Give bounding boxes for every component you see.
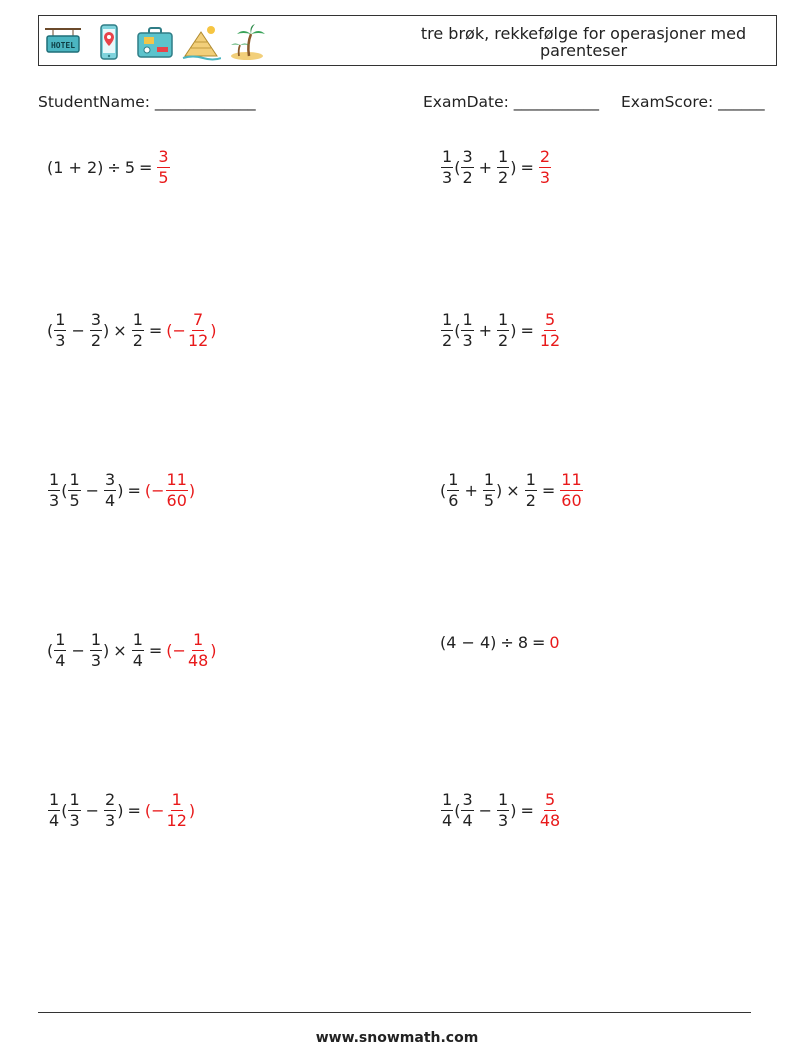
problem-4 [440, 310, 562, 351]
fraction [68, 470, 80, 511]
fraction [68, 790, 80, 831]
answer [145, 470, 195, 511]
answer-open: (− [166, 641, 186, 660]
exam-date-label: ExamDate: [423, 93, 509, 111]
problem-7 [47, 630, 217, 671]
denominator: 12 [166, 811, 187, 830]
denominator: 3 [462, 331, 473, 350]
equals-sign: = [127, 801, 141, 820]
numerator: 1 [55, 310, 66, 329]
answer-fraction [539, 310, 561, 351]
exam-score-field [621, 93, 765, 111]
numerator: 2 [539, 147, 551, 166]
answer: 0 [549, 632, 560, 652]
numerator: 1 [442, 790, 453, 809]
palm-island-icon [227, 22, 267, 62]
denominator: 5 [483, 491, 495, 510]
problem-8 [440, 632, 560, 652]
denominator: 2 [462, 168, 473, 187]
denominator: 60 [166, 491, 187, 510]
equals-sign: = [520, 158, 534, 177]
denominator: 3 [442, 168, 453, 187]
equals-sign: = [520, 321, 534, 340]
fraction [525, 470, 537, 511]
fraction [441, 790, 453, 831]
header-icons [43, 20, 273, 64]
numerator: 1 [69, 470, 80, 489]
fraction [132, 630, 144, 671]
answer [145, 790, 195, 831]
operator: + [478, 321, 493, 340]
student-name-field [38, 93, 256, 111]
fraction [48, 470, 60, 511]
footer-url[interactable]: www.snowmath.com [315, 1030, 479, 1046]
fraction [54, 310, 66, 351]
open-paren: ( [454, 321, 461, 340]
times-operator: × [113, 641, 127, 660]
numerator: 7 [193, 310, 204, 329]
problem-10 [440, 790, 562, 831]
operator: + [478, 158, 493, 177]
open-paren: ( [454, 801, 461, 820]
answer-close: ) [188, 481, 196, 500]
times-operator: × [113, 321, 127, 340]
denominator: 2 [90, 331, 102, 350]
student-name-label: StudentName: [38, 93, 150, 111]
answer-fraction [539, 790, 561, 831]
answer [559, 470, 583, 511]
answer-fraction [187, 310, 209, 351]
equals-sign: = [520, 801, 534, 820]
numerator: 5 [544, 310, 556, 329]
exam-score-label: ExamScore: [621, 93, 714, 111]
suitcase-icon [135, 22, 175, 62]
fraction [497, 310, 509, 351]
answer [166, 630, 216, 671]
denominator: 3 [49, 491, 60, 510]
fraction [441, 147, 453, 188]
phone-location-icon [89, 22, 129, 62]
numerator: 1 [55, 630, 66, 649]
expression-part: (4 − 4) [440, 632, 497, 652]
footer-divider [38, 1012, 751, 1013]
fraction [461, 310, 473, 351]
numerator: 3 [158, 147, 169, 166]
numerator: 1 [442, 147, 453, 166]
fraction [497, 790, 509, 831]
answer-fraction [187, 630, 209, 671]
answer [538, 790, 562, 831]
operator: − [85, 801, 100, 820]
denominator: 3 [539, 168, 551, 187]
numerator: 1 [69, 790, 80, 809]
denominator: 5 [158, 168, 169, 187]
denominator: 60 [561, 491, 582, 510]
hotel-sign-icon [43, 22, 83, 62]
pyramid-icon [181, 22, 221, 62]
open-paren: ( [47, 321, 54, 340]
denominator: 3 [55, 331, 66, 350]
fraction [483, 470, 495, 511]
problem-9 [47, 790, 195, 831]
student-name-blank: _____________ [154, 93, 256, 111]
numerator: 3 [462, 790, 473, 809]
denominator: 2 [442, 331, 453, 350]
fraction [497, 147, 509, 188]
open-paren: ( [47, 641, 54, 660]
denominator: 48 [539, 811, 561, 830]
numerator: 1 [448, 470, 459, 489]
numerator: 1 [462, 310, 473, 329]
operator: − [478, 801, 493, 820]
operator: − [71, 321, 85, 340]
fraction [104, 790, 116, 831]
numerator: 1 [132, 630, 143, 649]
problem-5 [47, 470, 195, 511]
close-paren: ) [510, 321, 517, 340]
answer-fraction [157, 147, 169, 188]
fraction [90, 630, 102, 671]
numerator: 1 [132, 310, 143, 329]
numerator: 1 [498, 310, 509, 329]
denominator: 4 [442, 811, 453, 830]
close-paren: ) [510, 801, 517, 820]
problem-2 [440, 147, 552, 188]
close-paren: ) [103, 321, 110, 340]
denominator: 4 [462, 811, 473, 830]
open-paren: ( [61, 481, 68, 500]
answer-fraction [166, 470, 188, 511]
denominator: 3 [90, 651, 102, 670]
answer-fraction [539, 147, 551, 188]
numerator: 1 [442, 310, 453, 329]
equals-sign: = [532, 632, 546, 652]
denominator: 3 [69, 811, 80, 830]
close-paren: ) [496, 481, 503, 500]
exam-date-field [423, 93, 599, 111]
close-paren: ) [103, 641, 110, 660]
expression-part: 8 [517, 632, 529, 652]
denominator: 4 [55, 651, 66, 670]
close-paren: ) [117, 481, 124, 500]
equals-sign: = [139, 158, 153, 177]
numerator: 1 [498, 790, 509, 809]
denominator: 48 [187, 651, 209, 670]
denominator: 2 [525, 491, 536, 510]
denominator: 2 [498, 168, 509, 187]
fraction [461, 790, 473, 831]
header-box [38, 15, 777, 66]
expression-part: 5 [124, 158, 136, 177]
numerator: 1 [49, 790, 60, 809]
answer [156, 147, 170, 188]
fraction [461, 147, 473, 188]
numerator: 2 [105, 790, 116, 809]
denominator: 3 [105, 811, 116, 830]
open-paren: ( [440, 481, 447, 500]
answer [538, 147, 552, 188]
fraction [132, 310, 144, 351]
numerator: 1 [525, 470, 536, 489]
answer-open: (− [144, 801, 165, 820]
answer-fraction [166, 790, 188, 831]
operator: + [464, 481, 478, 500]
denominator: 12 [187, 331, 209, 350]
denominator: 12 [539, 331, 561, 350]
numerator: 3 [90, 310, 102, 329]
answer-open: (− [144, 481, 165, 500]
close-paren: ) [117, 801, 124, 820]
operator: ÷ [107, 158, 121, 177]
equals-sign: = [127, 481, 141, 500]
denominator: 3 [498, 811, 509, 830]
equals-sign: = [148, 321, 163, 340]
answer [166, 310, 216, 351]
answer-close: ) [210, 321, 217, 340]
answer-open: (− [166, 321, 186, 340]
fraction [104, 470, 116, 511]
exam-date-blank: ___________ [513, 93, 600, 111]
denominator: 4 [105, 491, 116, 510]
operator: − [71, 641, 85, 660]
denominator: 4 [49, 811, 60, 830]
open-paren: ( [61, 801, 68, 820]
exam-score-blank: ______ [718, 93, 765, 111]
equals-sign: = [148, 641, 163, 660]
problem-3 [47, 310, 217, 351]
numerator: 11 [166, 470, 187, 489]
answer-fraction [560, 470, 582, 511]
numerator: 3 [462, 147, 473, 166]
fraction [441, 310, 453, 351]
denominator: 5 [69, 491, 80, 510]
fraction [54, 630, 66, 671]
expression-part: (1 + 2) [47, 158, 104, 177]
problem-6 [440, 470, 584, 511]
hotel-sign-text: HOTEL [50, 41, 76, 50]
fraction [90, 310, 102, 351]
times-operator: × [506, 481, 520, 500]
numerator: 11 [561, 470, 582, 489]
fraction [447, 470, 459, 511]
equals-sign: = [541, 481, 556, 500]
numerator: 1 [171, 790, 182, 809]
operator: ÷ [500, 632, 514, 652]
open-paren: ( [454, 158, 461, 177]
answer-close: ) [188, 801, 196, 820]
operator: − [85, 481, 100, 500]
numerator: 1 [49, 470, 60, 489]
worksheet-title: tre brøk, rekkefølge for operasjoner med parenteser [420, 24, 747, 60]
answer [538, 310, 562, 351]
problem-1 [47, 147, 171, 188]
numerator: 1 [483, 470, 495, 489]
numerator: 5 [544, 790, 556, 809]
numerator: 1 [90, 630, 102, 649]
denominator: 2 [498, 331, 509, 350]
denominator: 2 [132, 331, 143, 350]
numerator: 1 [498, 147, 509, 166]
numerator: 1 [193, 630, 204, 649]
fraction [48, 790, 60, 831]
close-paren: ) [510, 158, 517, 177]
numerator: 3 [105, 470, 116, 489]
denominator: 6 [448, 491, 459, 510]
answer-close: ) [210, 641, 217, 660]
denominator: 4 [132, 651, 143, 670]
